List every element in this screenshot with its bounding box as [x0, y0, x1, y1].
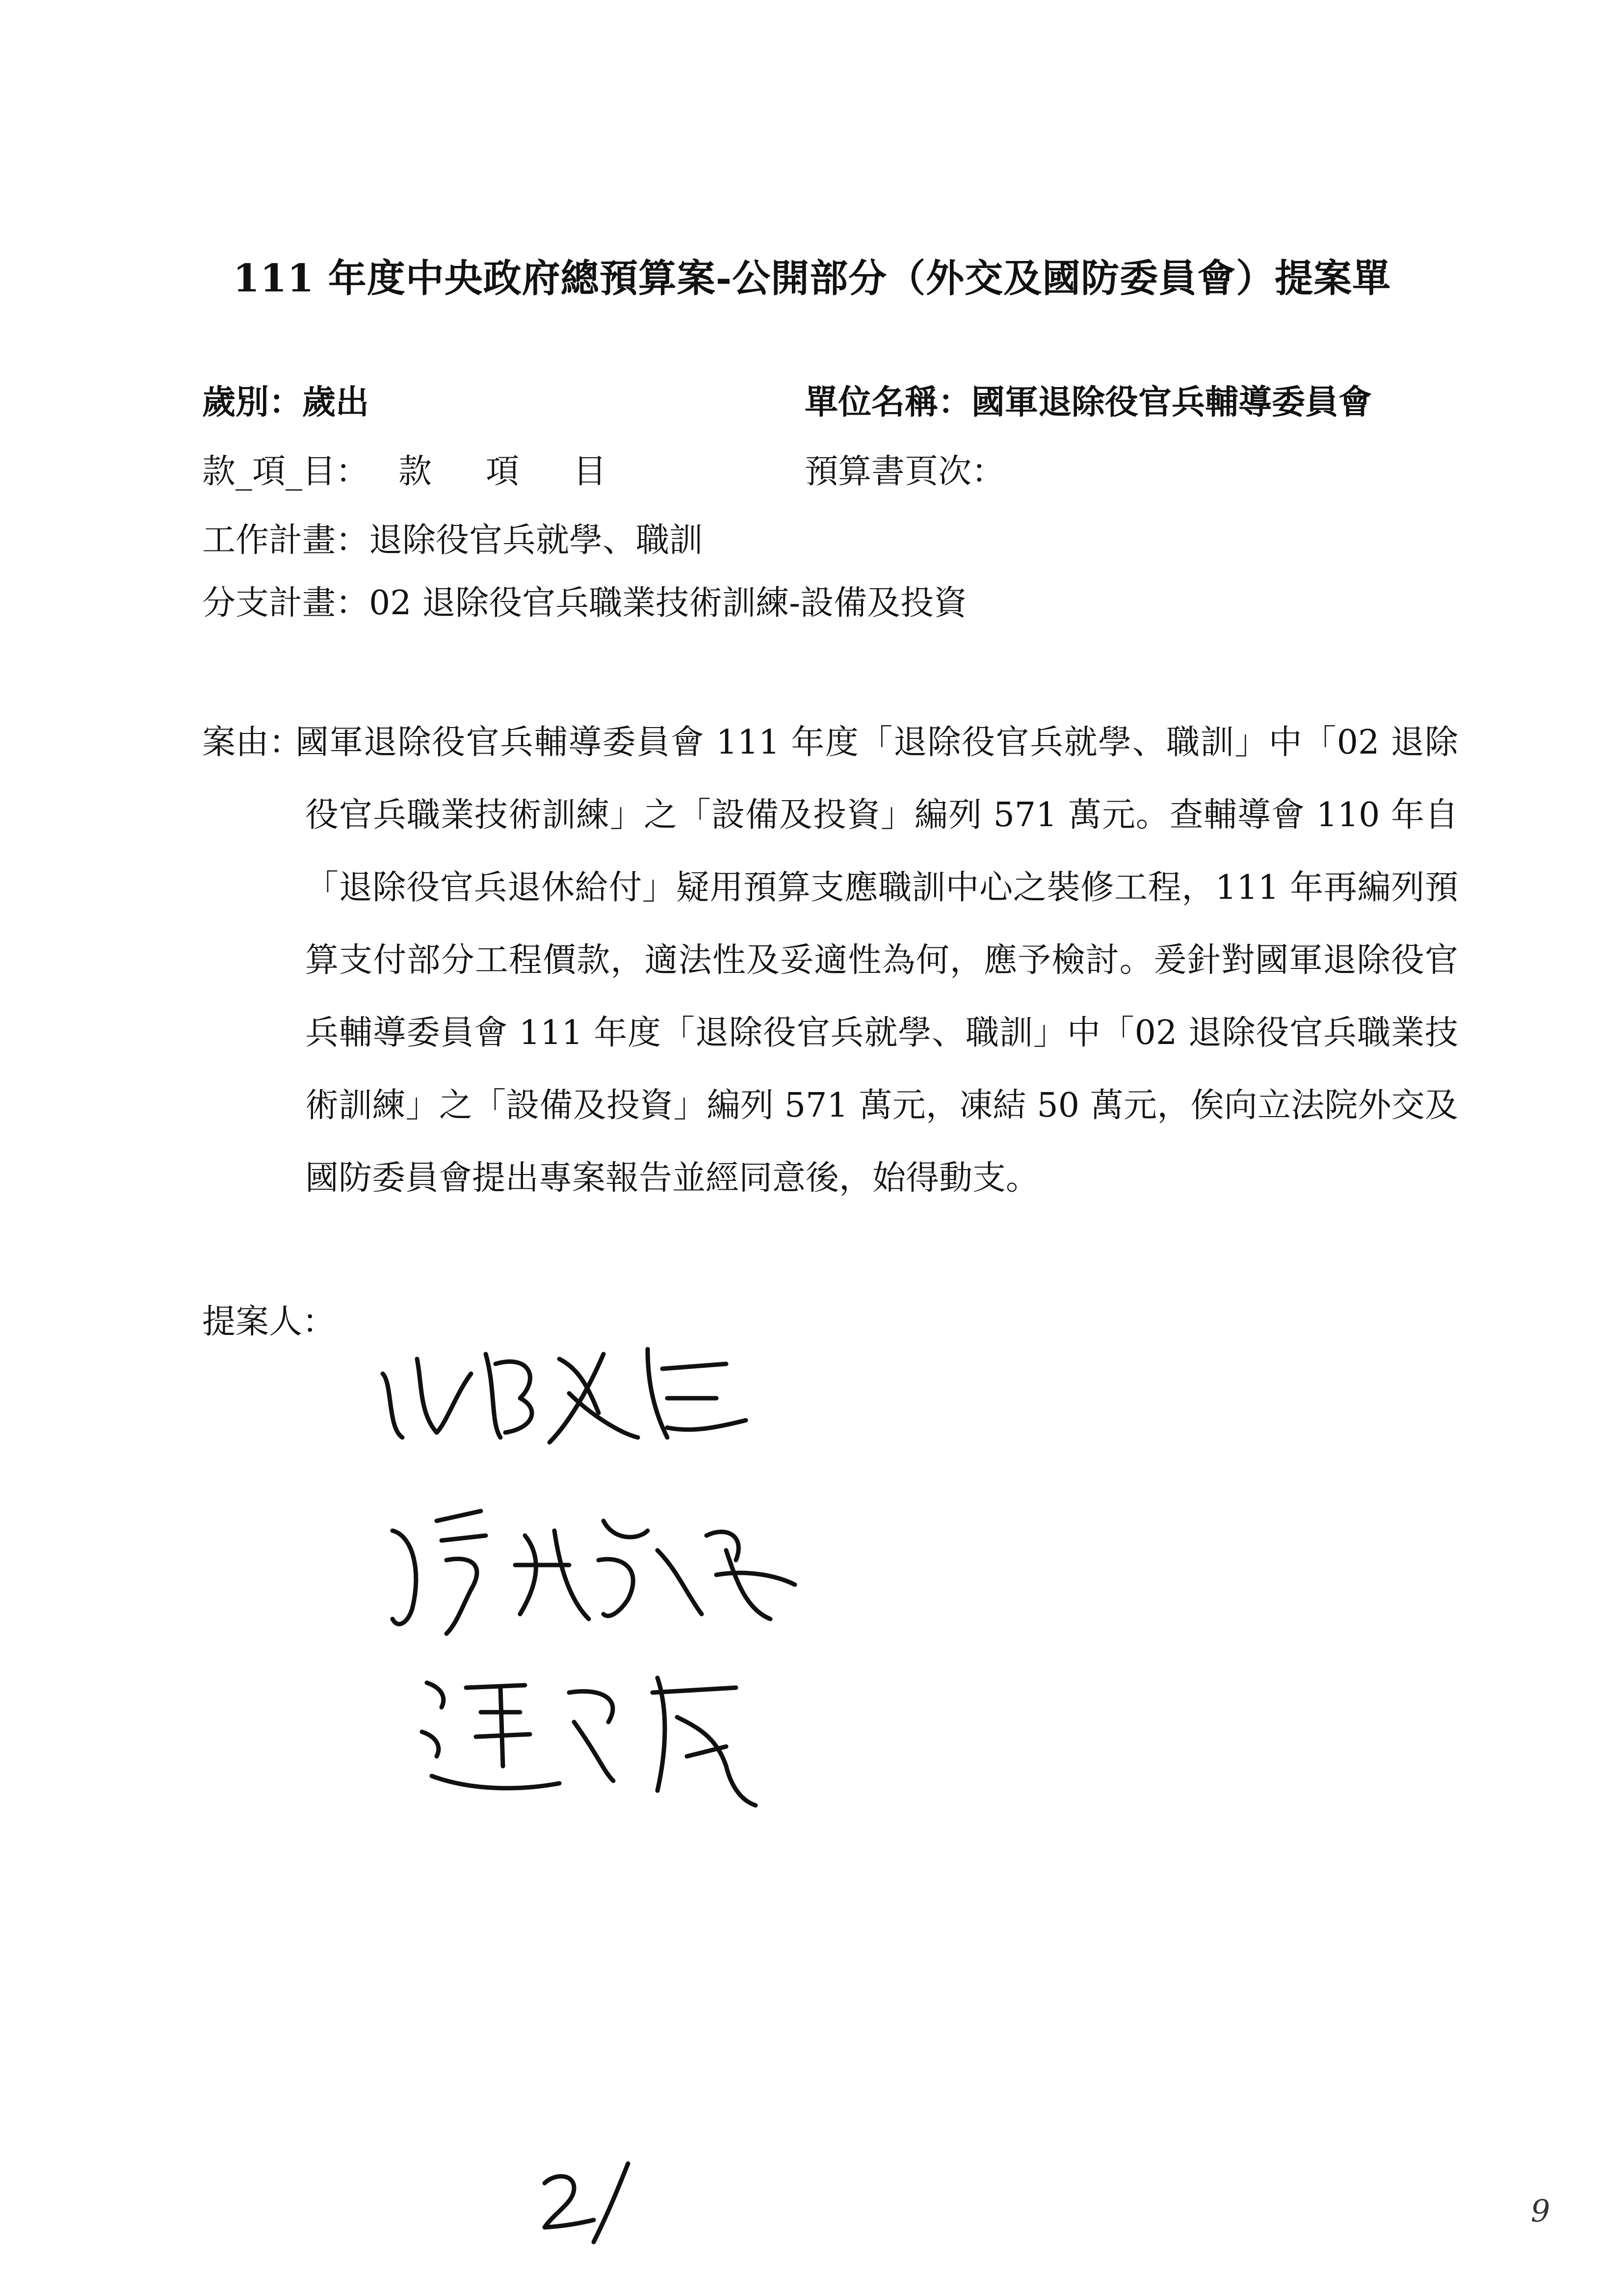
unit-label: 單位名稱： — [805, 383, 972, 422]
work-plan-label: 工作計畫： — [202, 521, 369, 560]
unit-value: 國軍退除役官兵輔導委員會 — [971, 383, 1372, 422]
work-plan-value: 退除役官兵就學、職訓 — [369, 521, 703, 560]
handwritten-page-mark — [535, 2154, 643, 2247]
budget-page-row — [805, 447, 1005, 496]
document-title: 111 年度中央政府總預算案-公開部分（外交及國防委員會）提案單 — [233, 256, 1391, 301]
item-value-kuan: 款 — [398, 452, 432, 491]
reason-label: 案由： — [202, 723, 303, 762]
unit-row — [805, 378, 1372, 427]
work-plan-row — [202, 516, 703, 565]
item-value-mu: 目 — [573, 452, 607, 491]
signature-3 — [412, 1658, 765, 1815]
item-row — [202, 447, 606, 496]
item-label: 款_項_目： — [202, 452, 369, 491]
reason-section — [202, 706, 1458, 1215]
proposer-label: 提案人： — [202, 1303, 336, 1341]
budget-page-label: 預算書頁次： — [805, 452, 1005, 491]
signature-1 — [373, 1315, 756, 1462]
sub-plan-label: 分支計畫： — [202, 584, 369, 623]
sub-plan-value: 02 退除役官兵職業技術訓練-設備及投資 — [369, 584, 968, 623]
signature-2 — [383, 1491, 805, 1639]
year-type-value: 歲出 — [302, 383, 369, 422]
year-type-label: 歲別： — [202, 383, 303, 422]
year-type-row — [202, 378, 369, 427]
item-value-xiang: 項 — [486, 452, 520, 491]
page-number: 9 — [1531, 2193, 1550, 2229]
sub-plan-row — [202, 579, 967, 628]
reason-text: 國軍退除役官兵輔導委員會 111 年度「退除役官兵就學、職訓」中「02 退除役官兵職業技術訓練」之「設備及投資」編列 571 萬元。查輔導會 110 年自「退除役官兵退休給付」疑用預算支應職訓中心之裝修工程，111 年再編列預算支付部分工程價款，適法性及妥適性為何，應予檢討。爰針對國軍退除役官兵輔導委員會 111 年度「退除役官兵就學、職訓」中「02 退除役官兵職業技術訓練」之「設備及投資」編列 571 萬元，凍結 50 萬元，俟向立法院外交及國防委員會提出專案報告並經同意後，始得動支。 — [295, 723, 1458, 1198]
